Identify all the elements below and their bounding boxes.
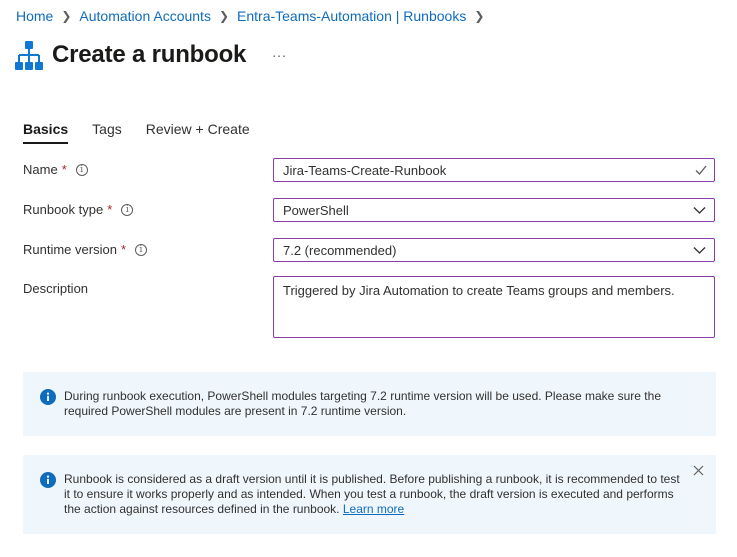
tab-bar: [23, 121, 274, 144]
chevron-down-icon: [693, 205, 706, 215]
runtime-version-value: 7.2 (recommended): [283, 242, 397, 258]
runbook-type-label: Runbook type: [23, 202, 104, 217]
page-header: [14, 36, 287, 74]
breadcrumb-automation-accounts[interactable]: Automation Accounts: [79, 8, 211, 24]
breadcrumb: [16, 8, 492, 24]
breadcrumb-runbooks[interactable]: Entra-Teams-Automation | Runbooks: [237, 8, 467, 24]
name-label: Name: [23, 162, 58, 177]
chevron-right-icon: ❯: [61, 9, 72, 23]
checkmark-icon: [694, 163, 708, 177]
chevron-right-icon: ❯: [474, 9, 485, 23]
draft-info-text: Runbook is considered as a draft version until it is published. Before publishing a runbook, it is recommended to test it to ensure it works properly and as intended. When you test a runbook, the draft version is executed and performs the action against resources defined in the runbook.: [64, 472, 680, 516]
required-marker: *: [61, 162, 67, 177]
runtime-info-text: During runbook execution, PowerShell modules targeting 7.2 runtime version will be used. Please make sure the required PowerShell modules are present in 7.2 runtime version.: [64, 389, 661, 418]
more-options-button[interactable]: ...: [272, 44, 287, 60]
tab-review-create[interactable]: Review + Create: [145, 121, 250, 137]
runtime-version-dropdown[interactable]: [273, 238, 715, 262]
info-circle-icon: [40, 472, 56, 488]
tab-tags[interactable]: Tags: [92, 121, 122, 137]
runbook-type-value: PowerShell: [283, 202, 349, 218]
runbook-type-label-row: [23, 202, 133, 217]
chevron-right-icon: ❯: [218, 9, 230, 23]
draft-info-message: [64, 472, 682, 517]
learn-more-link[interactable]: Learn more: [342, 502, 405, 516]
description-value: Triggered by Jira Automation to create Teams groups and members.: [283, 283, 675, 298]
info-icon[interactable]: i: [121, 204, 133, 216]
page-title: Create a runbook: [52, 41, 247, 68]
description-textarea[interactable]: [273, 276, 715, 338]
name-input[interactable]: [273, 158, 715, 182]
info-icon[interactable]: i: [135, 244, 147, 256]
info-icon[interactable]: i: [76, 164, 88, 176]
name-input-value: Jira-Teams-Create-Runbook: [283, 162, 447, 178]
info-circle-icon: [40, 389, 56, 405]
breadcrumb-home[interactable]: Home: [16, 8, 54, 24]
runtime-version-label: Runtime version: [23, 242, 117, 257]
description-label-row: [23, 281, 88, 296]
runbook-icon: [14, 40, 44, 74]
close-icon[interactable]: [693, 465, 704, 476]
runtime-version-label-row: [23, 242, 147, 257]
chevron-down-icon: [693, 245, 706, 255]
runtime-info-notice: [23, 372, 716, 436]
required-marker: *: [120, 242, 126, 257]
draft-info-notice: [23, 455, 716, 534]
required-marker: *: [107, 202, 113, 217]
name-label-row: [23, 162, 88, 177]
tab-basics[interactable]: Basics: [23, 121, 68, 144]
description-label: Description: [23, 281, 89, 296]
runbook-type-dropdown[interactable]: [273, 198, 715, 222]
